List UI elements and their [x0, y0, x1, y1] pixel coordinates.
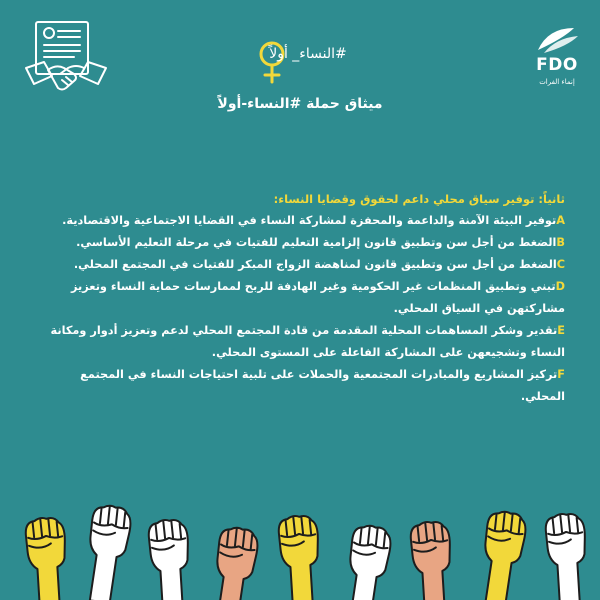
raised-fists-illustration	[0, 500, 600, 600]
list-item	[40, 364, 565, 408]
raised-fist-icon	[84, 504, 132, 600]
list-item	[40, 254, 565, 276]
item-text: تركيز المشاريع والمبادرات المجتمعية والحملات على تلبية احتياجات النساء في المجتمع المحلي.	[80, 368, 565, 403]
charter-handshake-icon	[22, 18, 110, 100]
item-text: توفير البيئة الآمنة والداعمة والمحفزة لمشاركة النساء في القضايا الاجتماعية والاقتصادية.	[62, 214, 557, 227]
raised-fist-icon	[211, 526, 259, 600]
raised-fist-icon	[147, 518, 195, 600]
raised-fist-icon	[344, 524, 392, 600]
fdo-leaves-icon	[534, 24, 580, 54]
org-name: FDO	[536, 55, 578, 75]
item-letter: D	[555, 280, 565, 293]
campaign-logo	[230, 38, 370, 90]
item-letter: E	[557, 324, 565, 337]
list-item	[40, 276, 565, 320]
raised-fist-icon	[24, 516, 72, 600]
item-letter: B	[556, 236, 565, 249]
org-tagline: إنماء الفرات	[539, 78, 575, 86]
item-text: تبني وتطبيق المنظمات غير الحكومية وغير الهادفة للربح لممارسات حماية النساء وتعزيز مشاركتهن في السياق المحلي.	[71, 280, 565, 315]
raised-fist-icon	[277, 514, 325, 600]
item-text: الضغط من أجل سن وتطبيق قانون إلزامية التعليم للفتيات في مرحلة التعليم الأساسي.	[76, 236, 557, 249]
item-letter: A	[556, 214, 565, 227]
charter-section	[40, 188, 565, 408]
item-letter: F	[557, 368, 565, 381]
item-text: تقدير وشكر المساهمات المحلية المقدمة من قادة المجتمع المحلي لدعم وتعزيز أدوار ومكانة النساء وتشجيعهن على المشاركة الفاعلة على المستوى المحلي.	[50, 324, 565, 359]
list-item	[40, 232, 565, 254]
campaign-hashtag: #النساء_ أولاً	[269, 46, 347, 62]
raised-fist-icon	[409, 520, 457, 600]
fdo-logo	[528, 24, 586, 96]
list-item	[40, 320, 565, 364]
raised-fist-icon	[479, 510, 527, 600]
page-title: ميثاق حملة #النساء-أولاً	[217, 96, 383, 112]
raised-fist-icon	[544, 512, 592, 600]
item-letter: C	[556, 258, 565, 271]
item-text: الضغط من أجل سن وتطبيق قانون لمناهضة الزواج المبكر للفتيات في المجتمع المحلي.	[73, 258, 557, 271]
list-item	[40, 210, 565, 232]
section-heading: ثانياً: توفير سياق محلي داعم لحقوق وقضايا النساء:	[273, 192, 565, 206]
